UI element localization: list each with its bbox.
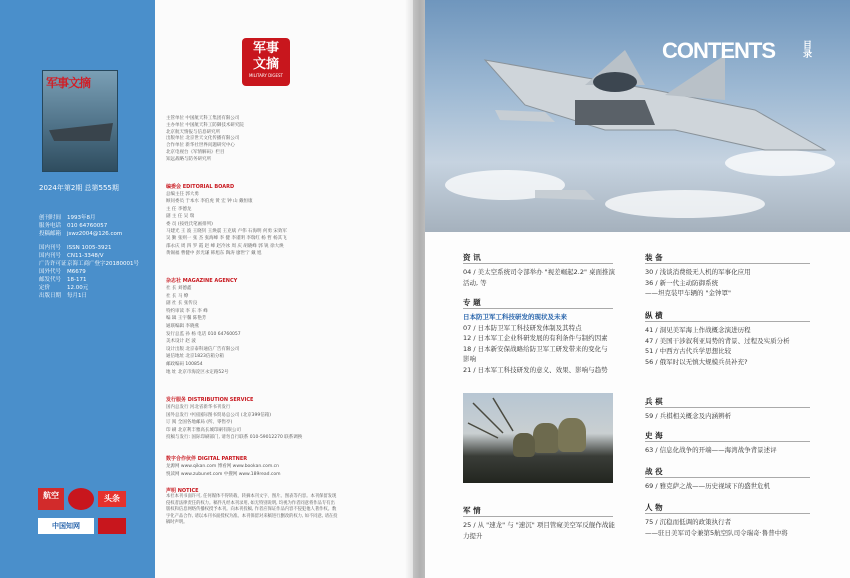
partner-logo-red-icon	[98, 518, 126, 534]
partner-logo-cnki: 中国知网	[38, 518, 94, 534]
magazine-logo	[242, 38, 290, 86]
info-row	[39, 221, 107, 229]
info-key: 定价	[39, 285, 51, 291]
soldiers-photo	[463, 393, 613, 483]
toc-divider	[645, 407, 810, 408]
logo-line-2: 文摘	[252, 57, 279, 72]
notice-text: 本社本刊书面许可, 任何媒体不得转载、转摘本刊文字、图片。图表等内容。本刊保留发现侵权者法律责任的权力。稿件凡经本刊录用, 如无特别说明, 均视为作者同意将作品专有出版权和信息网络传播权授予本刊。向本刊投稿, 作者应保证作品内容不侵犯他人著作权。数字化产品合作, 请以本刊书面授权为准。本刊保留对来稿进行删改的权力, 如不同意, 请在投稿时声明。	[166, 494, 338, 525]
toc-article-link[interactable]: 63 / 信息化战争的开端——海湾战争背景述评	[645, 446, 777, 454]
toc-section-heading: 史 海	[645, 431, 663, 440]
info-key: 创刊时间	[39, 215, 62, 221]
editorial-row: 副 主 任 吴 瑞	[166, 214, 195, 220]
toc-section-heading: 专 题	[463, 298, 481, 307]
toc-article-link[interactable]: 力提升	[463, 531, 483, 540]
credit-row: 出版单位 北京世天文化传播有限公司	[166, 136, 240, 142]
info-value: M6679	[67, 269, 86, 275]
agency-row: 地 址 北京市海淀区永定路52号	[166, 369, 229, 375]
toc-article-link[interactable]: 47 / 美国干涉叙利亚局势的背景、过程及实质分析	[645, 336, 790, 345]
toc-article-link[interactable]: 51 / 中西方古代兵学思想比较	[645, 347, 732, 355]
toc-article-link[interactable]: 21 / 日本军工科技研发的意义、效果、影响与趋势	[463, 365, 608, 374]
partner-logo-hangkong: 航空	[38, 488, 64, 510]
toc-article-link[interactable]: ——坦克装甲车辆的 "金钟罩"	[645, 289, 732, 297]
agency-row: 通联编辑 李晓燕	[166, 324, 199, 329]
toc-article-link[interactable]: 41 / 洞见美军海上作战概念演进历程	[645, 326, 751, 334]
info-row	[39, 291, 87, 299]
toc-article-link[interactable]: 18 / 日本新安保战略给防卫军工研发带来的变化与	[463, 344, 608, 353]
digital-row: 悦读网 www.zubunet.com 中搜网 www.189read.com	[166, 471, 281, 477]
toc-article-link[interactable]: 36 / 新一代主动防御系统	[645, 278, 719, 287]
contents-title: CONTENTS	[662, 38, 775, 63]
toc-section-heading: 纵 横	[645, 311, 663, 320]
distribution-row: 印 刷 北京利丰雅高长城印刷有限公司	[166, 427, 241, 433]
editorial-row: 吴 勤 张则一 张 杰 张海峰 李 健 李谨明 李瑞红 杨 哲 杨其飞	[166, 236, 287, 242]
digital-row: 龙源网 www.qikan.com 博看网 www.bookan.com.cn	[166, 464, 279, 469]
credit-row: 主管单位 中国航天科工集团有限公司	[166, 116, 240, 121]
toc-divider	[463, 263, 613, 264]
toc-section-heading: 军 情	[463, 506, 481, 515]
info-row	[39, 243, 111, 251]
partner-logo-toutiao: 头条	[98, 491, 126, 507]
agency-row: 发行总监 孙 杨 电话 010 64760057	[166, 331, 241, 337]
contents-subtitle: 目录	[801, 40, 811, 58]
info-row	[39, 275, 86, 283]
cover-title: 军事文摘	[46, 76, 91, 90]
toc-article-link[interactable]: 69 / 雅克萨之战——历史视域下的盛世危机	[645, 482, 771, 490]
info-value: 12.00元	[67, 285, 89, 291]
toc-article-link[interactable]: 活动, 等	[463, 278, 487, 287]
editorial-row: 总编主任 郭大勇	[166, 192, 199, 197]
distribution-row: 投稿与发行: 国际印刷部门, 请勿自行联系 010-59012270 联系调换	[166, 435, 303, 441]
toc-article-link[interactable]: 12 / 日本军工企业科研发展的有利条件与制约因素	[463, 334, 608, 342]
info-key: 投稿邮箱	[39, 231, 62, 237]
hero-fighter-jet-image	[425, 0, 850, 232]
info-key: 广告许可证	[39, 261, 67, 267]
fighter-jet-icon	[425, 0, 850, 232]
toc-divider	[645, 441, 810, 442]
info-row	[39, 283, 88, 291]
info-value: 18-171	[67, 277, 87, 283]
info-row	[39, 259, 139, 267]
toc-divider	[645, 513, 810, 514]
digital-partner-heading: 数字合作伙伴 DIGITAL PARTNER	[166, 456, 248, 462]
editorial-row: 邵永庆 周 四 罗 霞 赵 峰 赵冷冰 周 庆 胡晓峰 郭 锐 徐大焕	[166, 243, 284, 249]
toc-article-link[interactable]: 07 / 日本防卫军工科技研发体制及其特点	[463, 323, 582, 332]
cover-ship-image	[49, 123, 113, 141]
info-value: 京海工商广登字20180001号	[67, 261, 139, 267]
toc-divider	[645, 477, 810, 478]
info-value: 每月1日	[67, 293, 87, 299]
agency-row: 社 长 刘德鑫	[166, 286, 192, 291]
soldier-figure	[533, 423, 559, 453]
info-value: CN11-3348/V	[67, 253, 104, 259]
info-value: jswz2004@126.com	[67, 231, 123, 237]
info-value: 1993年8月	[67, 215, 96, 221]
credit-row: 主办单位 中国航天科工防御技术研究院	[166, 122, 244, 128]
distribution-row: 国外总发行 中国国际图书贸易总公司 (北京399信箱)	[166, 412, 271, 418]
agency-row: 邮政编码 100854	[166, 362, 203, 367]
toc-divider	[463, 516, 613, 517]
agency-row: 副 社 长 张传良	[166, 301, 198, 307]
info-key: 国内刊号	[39, 253, 62, 259]
credit-row: 知远战略与防务研究所	[166, 156, 211, 162]
toc-section-heading: 兵 棋	[645, 397, 663, 406]
toc-article-link[interactable]: 56 / 俄军时以无慎大规模兵员补充?	[645, 357, 748, 366]
toc-article-link[interactable]: 30 / 浅谈消费级无人机的军事化应用	[645, 268, 751, 276]
logo-line-3: MILITARY DIGEST	[248, 73, 283, 78]
credit-row: 北京电视台《军情解码》栏目	[166, 150, 225, 155]
toc-divider	[463, 308, 613, 309]
toc-article-link[interactable]: 日本防卫军工科技研发的现状及未来	[463, 313, 567, 321]
editorial-row: 顾问委员 于本水 李伯虎 黄 宏 钟 山 戴恒康	[166, 199, 253, 205]
editorial-board-heading: 编委会 EDITORIAL BOARD	[166, 184, 235, 190]
toc-divider	[645, 321, 810, 322]
info-key: 出版日期	[39, 293, 62, 299]
toc-section-heading: 资 讯	[463, 253, 481, 262]
logo-line-1: 军事	[252, 41, 279, 56]
agency-row: 通信地址 北京1823信箱分箱	[166, 354, 224, 360]
soldier-figure	[558, 418, 586, 452]
toc-article-link[interactable]: 75 / 沉稳而低调的政策执行者	[645, 518, 732, 526]
magazine-cover-thumbnail	[42, 70, 118, 172]
credit-row: 北京航天情报与信息研究所	[166, 129, 220, 135]
info-key: 服务电话	[39, 223, 62, 229]
agency-row: 美术设计 赵 波	[166, 339, 196, 345]
soldier-figure	[513, 433, 535, 457]
partner-logo-bird-icon	[68, 488, 94, 510]
toc-article-link[interactable]: 59 / 兵棋相关概念及内涵辨析	[645, 412, 732, 420]
distribution-row: 订 阅 全国各地邮局 (所、零售亭)	[166, 420, 233, 426]
agency-row: 设计出版 北京泰科通信广告有限公司	[166, 346, 240, 352]
agency-row: 特约审读 李 东 李 峰	[166, 308, 208, 314]
magazine-agency-heading: 杂志社 MAGAZINE AGENCY	[166, 278, 238, 284]
toc-article-link[interactable]: ——驻日美军司令兼第5航空队司令瑞奇·鲁普中将	[645, 528, 788, 537]
distribution-heading: 发行服务 DISTRIBUTION SERVICE	[166, 397, 254, 403]
editorial-row: 马建光 王 波 王晓钊 王焕震 王克斌 卢伟 石海明 何勇 宋效军	[166, 229, 287, 234]
credit-row: 合作单位 新华社世界问题研究中心	[166, 143, 235, 149]
toc-section-heading: 人 物	[645, 503, 663, 512]
partner-logos	[38, 488, 130, 540]
distribution-row: 国内总发行 河北省新华书刊发行	[166, 405, 231, 410]
info-row	[39, 251, 104, 259]
info-value: ISSN 1005-3921	[67, 245, 112, 251]
info-value: 010 64760057	[67, 223, 108, 229]
info-key: 国外代号	[39, 269, 62, 275]
info-row	[39, 213, 96, 221]
toc-article-link[interactable]: 25 / 从 "速龙" 与 "速沉" 项目管窥美空军反舰作战能	[463, 521, 615, 529]
issue-number: 2024年第2期 总第555期	[39, 184, 119, 192]
info-key: 国内刊号	[39, 245, 62, 251]
toc-section-heading: 战 役	[645, 467, 663, 476]
toc-divider	[645, 263, 810, 264]
agency-row: 社 长 马 燎	[166, 293, 189, 299]
toc-article-link[interactable]: 影响	[463, 355, 476, 363]
info-key: 邮发代号	[39, 277, 62, 283]
editorial-row: 主 任 李德龙	[166, 206, 192, 212]
toc-section-heading: 装 备	[645, 253, 663, 262]
info-row	[39, 267, 86, 275]
editorial-row: 黄锡福 曹健中 彭光谦 韩旭东 陶涛 廖世宁 戴 旭	[166, 251, 262, 257]
toc-article-link[interactable]: 04 / 美太空系统司令部举办 "视差崛起2.2" 桌面推演	[463, 268, 616, 276]
info-row	[39, 229, 122, 237]
notice-heading: 声明 NOTICE	[166, 488, 199, 494]
editorial-row: 委 员 (按姓氏笔画排列)	[166, 221, 213, 227]
agency-row: 编 辑 王宇馨 陈艳芳	[166, 316, 207, 322]
